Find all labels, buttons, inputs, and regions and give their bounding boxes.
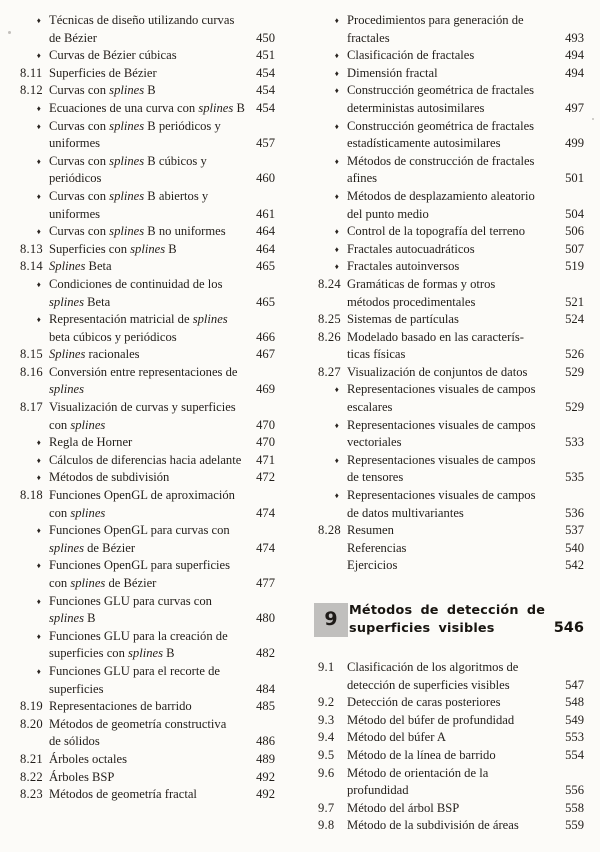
toc-entry — [318, 729, 584, 747]
page-number: 558 — [565, 800, 584, 815]
section-number: 8.24 — [318, 276, 341, 291]
bullet-icon: ♦ — [334, 191, 339, 201]
page-number: 474 — [256, 505, 275, 520]
bullet-icon: ♦ — [334, 455, 339, 465]
section-number: 8.14 — [20, 259, 43, 274]
toc-entry — [318, 223, 584, 241]
toc-entry — [20, 399, 275, 434]
toc-right-bottom-entries — [318, 659, 584, 835]
toc-entry — [318, 817, 584, 835]
entry-title: Funciones OpenGL para curvas con splines de Bézier — [49, 523, 230, 555]
bullet-icon: ♦ — [36, 156, 41, 166]
section-number: 8.22 — [20, 769, 43, 784]
toc-entry — [318, 557, 584, 575]
toc-entry — [20, 276, 275, 311]
entry-title: Método del búfer A — [347, 730, 446, 745]
section-number: 9.2 — [318, 695, 335, 710]
toc-entry — [318, 241, 584, 259]
page-number: 533 — [565, 435, 584, 450]
bullet-icon: ♦ — [334, 121, 339, 131]
page-number: 480 — [256, 611, 275, 626]
page-number: 461 — [256, 206, 275, 221]
section-number: 8.18 — [20, 488, 43, 503]
toc-entry — [318, 47, 584, 65]
toc-entry — [318, 712, 584, 730]
bullet-icon: ♦ — [36, 666, 41, 676]
toc-entry — [318, 522, 584, 540]
page-number: 553 — [565, 730, 584, 745]
entry-title: Visualización de conjuntos de datos — [347, 364, 528, 379]
toc-entry — [318, 82, 584, 117]
toc-entry — [318, 765, 584, 800]
toc-entry — [20, 786, 275, 804]
page-number: 466 — [256, 329, 275, 344]
entry-title: Representaciones visuales de campos de datos multivariantes — [347, 488, 536, 520]
page-number: 469 — [256, 382, 275, 397]
entry-title: Representaciones visuales de campos escalares — [347, 382, 536, 415]
section-number: 8.16 — [20, 364, 43, 379]
entry-title: Condiciones de continuidad de los splines Beta — [49, 276, 223, 309]
page-number: 485 — [256, 699, 275, 714]
bullet-icon: ♦ — [36, 51, 41, 61]
toc-entry — [20, 311, 275, 346]
entry-title: Superficies de Bézier — [49, 65, 157, 80]
entry-title: Métodos de construcción de fractales afines — [347, 153, 535, 186]
page-number: 477 — [256, 576, 275, 590]
page-number: 554 — [565, 747, 584, 762]
entry-title: Métodos de geometría constructiva de sólidos — [49, 716, 227, 749]
entry-title: Dimensión fractal — [347, 65, 438, 80]
toc-entry — [20, 12, 275, 47]
page-number: 499 — [565, 136, 584, 151]
toc-entry — [318, 800, 584, 818]
toc-entry — [318, 417, 584, 452]
section-number: 9.8 — [318, 818, 335, 833]
bullet-icon: ♦ — [36, 455, 41, 465]
page-number: 457 — [256, 136, 275, 151]
page-number: 471 — [256, 452, 275, 467]
bullet-icon: ♦ — [36, 561, 41, 571]
bullet-icon: ♦ — [36, 191, 41, 201]
toc-entry — [318, 12, 584, 47]
section-number: 9.6 — [318, 765, 335, 780]
entry-title: Método de la línea de barrido — [347, 747, 496, 762]
toc-entry — [318, 747, 584, 765]
toc-entry — [20, 487, 275, 522]
chapter-title — [348, 602, 554, 638]
section-number: 9.3 — [318, 712, 335, 727]
entry-title: Clasificación de los algoritmos de detección de superficies visibles — [347, 660, 519, 692]
page-number: 474 — [256, 540, 275, 555]
bullet-icon: ♦ — [334, 86, 339, 96]
entry-title: Funciones GLU para la creación de superficies con splines B — [49, 628, 228, 661]
page-number: 504 — [565, 206, 584, 221]
entry-title: Curvas con splines B — [49, 83, 156, 98]
entry-title: Representaciones de barrido — [49, 699, 192, 714]
entry-title: Método de la subdivisión de áreas — [347, 818, 519, 833]
chapter-page-number: 546 — [553, 620, 584, 637]
bullet-icon: ♦ — [36, 526, 41, 536]
bullet-icon: ♦ — [334, 420, 339, 430]
page-number: 556 — [565, 783, 584, 798]
scan-speckle — [592, 118, 594, 120]
section-number: 8.13 — [20, 241, 43, 256]
page-number: 497 — [565, 100, 584, 115]
entry-title: Métodos de desplazamiento aleatorio del punto medio — [347, 188, 535, 221]
entry-title: Superficies con splines B — [49, 241, 177, 256]
toc-entry — [20, 258, 275, 276]
bullet-icon: ♦ — [36, 631, 41, 641]
chapter-number: 9 — [324, 608, 338, 631]
toc-entry — [20, 698, 275, 716]
toc-left-column — [20, 12, 275, 804]
toc-entry — [20, 346, 275, 364]
chapter-heading — [318, 602, 584, 638]
section-number: 8.12 — [20, 83, 43, 98]
entry-title: Fractales autoinversos — [347, 259, 460, 274]
toc-entry — [20, 522, 275, 557]
entry-title: Curvas con splines B no uniformes — [49, 224, 226, 239]
bullet-icon: ♦ — [36, 596, 41, 606]
section-number: 8.19 — [20, 699, 43, 714]
bullet-icon: ♦ — [36, 16, 41, 25]
bullet-icon: ♦ — [36, 438, 41, 448]
entry-title: Método del árbol BSP — [347, 800, 460, 815]
entry-title: Funciones GLU para el recorte de superficies — [49, 663, 220, 696]
entry-title: Representación matricial de splines beta cúbicos y periódicos — [49, 312, 228, 344]
toc-entry — [20, 769, 275, 787]
toc-right-top-entries — [318, 12, 584, 575]
bullet-icon: ♦ — [334, 491, 339, 501]
toc-entry — [20, 751, 275, 769]
entry-title: Funciones GLU para curvas con splines B — [49, 593, 212, 626]
entry-title: Método de orientación de la profundidad — [347, 765, 489, 798]
page-number: 465 — [256, 294, 275, 309]
entry-title: Ecuaciones de una curva con splines B — [49, 100, 245, 115]
scan-speckle — [8, 31, 11, 34]
toc-entry — [318, 364, 584, 382]
entry-title: Visualización de curvas y superficies con splines — [49, 400, 236, 432]
bullet-icon: ♦ — [334, 227, 339, 237]
section-number: 8.11 — [20, 65, 43, 80]
page-number: 494 — [565, 48, 584, 63]
toc-entry — [318, 276, 584, 311]
page-number: 450 — [256, 30, 275, 45]
page-number: 494 — [565, 65, 584, 80]
bullet-icon: ♦ — [334, 262, 339, 272]
toc-entry — [20, 663, 275, 698]
toc-entry — [318, 381, 584, 416]
entry-title: Gramáticas de formas y otros métodos procedimentales — [347, 276, 496, 309]
entry-title: Métodos de subdivisión — [49, 470, 170, 485]
section-number: 8.15 — [20, 347, 43, 362]
page-number: 451 — [256, 48, 275, 63]
toc-entry — [318, 540, 584, 558]
toc-entry — [20, 434, 275, 452]
section-number: 8.28 — [318, 523, 341, 538]
toc-entry — [20, 452, 275, 470]
entry-title: Splines Beta — [49, 259, 112, 274]
page-number: 460 — [256, 171, 275, 186]
page-number: 547 — [565, 677, 584, 692]
page-number: 536 — [565, 505, 584, 520]
toc-entry — [20, 100, 275, 118]
bullet-icon: ♦ — [334, 16, 339, 25]
page-number: 470 — [256, 435, 275, 450]
toc-entry — [318, 188, 584, 223]
entry-title: Métodos de geometría fractal — [49, 787, 197, 802]
entry-title: Detección de caras posteriores — [347, 695, 501, 710]
page-number: 465 — [256, 259, 275, 274]
section-number: 8.23 — [20, 787, 43, 802]
page-number: 454 — [256, 100, 275, 115]
section-number: 9.7 — [318, 800, 335, 815]
toc-entry — [318, 487, 584, 522]
toc-entry — [20, 716, 275, 751]
chapter-title-line2: superficies visibles — [349, 621, 495, 636]
page-number: 454 — [256, 83, 275, 98]
entry-title: Construcción geométrica de fractales deterministas autosimilares — [347, 83, 535, 115]
section-number: 9.4 — [318, 730, 335, 745]
entry-title: Funciones OpenGL para superficies con splines de Bézier — [49, 558, 231, 590]
bullet-icon: ♦ — [334, 68, 339, 78]
page-number: 484 — [256, 681, 275, 696]
entry-title: Método del búfer de profundidad — [347, 712, 515, 727]
page-number: 549 — [565, 712, 584, 727]
page-number: 535 — [565, 470, 584, 485]
entry-title: Sistemas de partículas — [347, 312, 459, 327]
section-number: 8.21 — [20, 751, 43, 766]
page-number: 492 — [256, 769, 275, 784]
toc-entry — [20, 188, 275, 223]
page-number: 521 — [565, 294, 584, 309]
page-number: 470 — [256, 417, 275, 432]
section-number: 8.27 — [318, 364, 341, 379]
toc-entry — [20, 557, 275, 592]
page-number: 486 — [256, 734, 275, 749]
entry-title: Curvas de Bézier cúbicas — [49, 48, 177, 63]
toc-entry — [318, 329, 584, 364]
toc-entry — [318, 659, 584, 694]
entry-title: Resumen — [347, 523, 394, 538]
toc-entry — [20, 82, 275, 100]
page-number: 464 — [256, 241, 275, 256]
bullet-icon: ♦ — [36, 227, 41, 237]
toc-entry — [20, 65, 275, 83]
toc-entry — [318, 65, 584, 83]
entry-title: Curvas con splines B periódicos y uniformes — [49, 118, 221, 151]
section-number: 8.26 — [318, 329, 341, 344]
page-number: 519 — [565, 259, 584, 274]
section-number: 8.25 — [318, 312, 341, 327]
bullet-icon: ♦ — [36, 121, 41, 131]
entry-title: Fractales autocuadráticos — [347, 241, 475, 256]
page-number: 537 — [565, 523, 584, 538]
entry-title: Representaciones visuales de campos de tensores — [347, 452, 536, 485]
page-number: 548 — [565, 695, 584, 710]
toc-entry — [318, 311, 584, 329]
toc-entry — [318, 452, 584, 487]
entry-title: Ejercicios — [347, 558, 398, 573]
toc-entry — [318, 694, 584, 712]
page-number: 467 — [256, 347, 275, 362]
toc-entry — [20, 593, 275, 628]
bullet-icon: ♦ — [334, 244, 339, 254]
bullet-icon: ♦ — [36, 473, 41, 483]
toc-entry — [318, 118, 584, 153]
toc-entry — [20, 241, 275, 259]
entry-title: Control de la topografía del terreno — [347, 224, 525, 239]
page-number: 529 — [565, 364, 584, 379]
page-number: 492 — [256, 787, 275, 802]
entry-title: Funciones OpenGL de aproximación con splines — [49, 488, 235, 520]
page-number: 526 — [565, 347, 584, 362]
entry-title: Referencias — [347, 540, 407, 555]
toc-entry — [20, 223, 275, 241]
page-number: 542 — [565, 558, 584, 573]
bullet-icon: ♦ — [36, 279, 41, 289]
section-number: 8.17 — [20, 400, 43, 415]
page-number: 507 — [565, 241, 584, 256]
toc-entry — [318, 258, 584, 276]
toc-entry — [318, 153, 584, 188]
toc-entry — [20, 118, 275, 153]
entry-title: Curvas con splines B abiertos y uniformes — [49, 188, 209, 221]
page-number: 506 — [565, 224, 584, 239]
section-number: 9.1 — [318, 660, 335, 674]
page-number: 524 — [565, 312, 584, 327]
entry-title: Modelado basado en las caracterís- ticas físicas — [347, 329, 524, 362]
entry-title: Clasificación de fractales — [347, 48, 475, 63]
section-number: 9.5 — [318, 747, 335, 762]
entry-title: Construcción geométrica de fractales estadísticamente autosimilares — [347, 118, 535, 151]
entry-title: Técnicas de diseño utilizando curvas de Bézier — [49, 13, 235, 45]
toc-entry — [20, 469, 275, 487]
entry-title: Procedimientos para generación de fractales — [347, 13, 524, 45]
page-number: 464 — [256, 224, 275, 239]
bullet-icon: ♦ — [334, 51, 339, 61]
entry-title: Curvas con splines B cúbicos y periódicos — [49, 153, 207, 186]
bullet-icon: ♦ — [334, 385, 339, 395]
entry-title: Regla de Horner — [49, 435, 133, 450]
page-number: 559 — [565, 818, 584, 833]
chapter-title-line1: Métodos de detección de — [349, 603, 546, 618]
section-number: 8.20 — [20, 716, 43, 731]
chapter-number-box — [314, 603, 348, 637]
page-number: 540 — [565, 540, 584, 555]
toc-right-column — [318, 12, 584, 835]
page-number: 454 — [256, 65, 275, 80]
entry-title: Árboles BSP — [49, 769, 115, 784]
entry-title: Splines racionales — [49, 347, 140, 362]
page-number: 501 — [565, 171, 584, 186]
entry-title: Cálculos de diferencias hacia adelante — [49, 452, 242, 467]
page-number: 482 — [256, 646, 275, 661]
page-number: 529 — [565, 400, 584, 415]
page-number: 489 — [256, 751, 275, 766]
toc-entry — [20, 364, 275, 399]
page-number: 472 — [256, 470, 275, 485]
toc-entry — [20, 47, 275, 65]
entry-title: Representaciones visuales de campos vectoriales — [347, 417, 536, 450]
bullet-icon: ♦ — [334, 156, 339, 166]
page-number: 493 — [565, 30, 584, 45]
entry-title: Árboles octales — [49, 751, 127, 766]
entry-title: Conversión entre representaciones de splines — [49, 364, 238, 397]
bullet-icon: ♦ — [36, 103, 41, 113]
toc-entry — [20, 628, 275, 663]
toc-entry — [20, 153, 275, 188]
bullet-icon: ♦ — [36, 315, 41, 325]
